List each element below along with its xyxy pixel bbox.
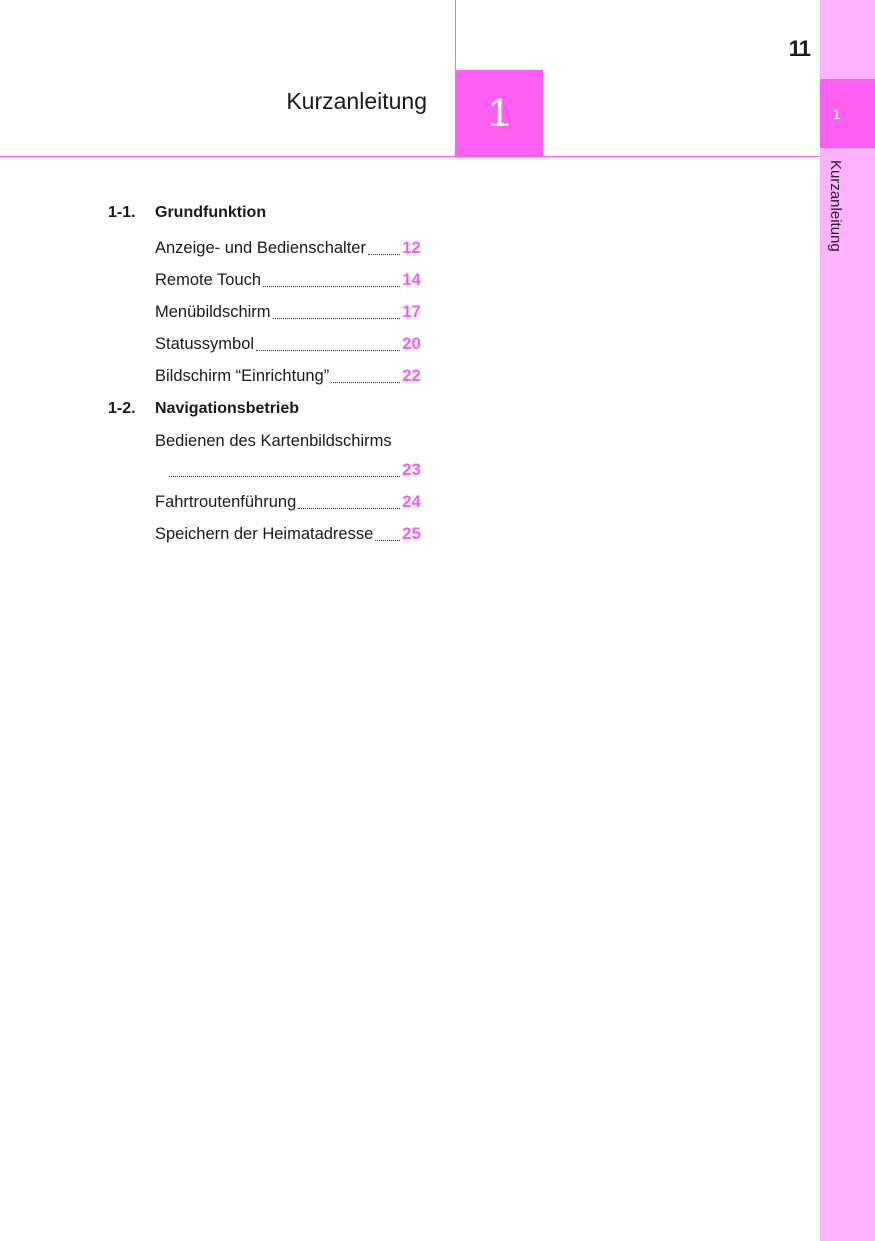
entry-page: 25 xyxy=(402,524,421,543)
toc-section-heading[interactable] xyxy=(108,396,428,422)
toc-entry[interactable] xyxy=(155,328,421,360)
leader-dots xyxy=(263,286,400,287)
table-of-contents xyxy=(108,200,428,550)
entry-label: Remote Touch xyxy=(155,270,262,289)
entry-label: Bildschirm “Einrichtung” xyxy=(155,366,330,385)
entry-page: 23 xyxy=(402,460,421,479)
entry-page: 17 xyxy=(402,302,421,321)
leader-dots xyxy=(273,318,401,319)
header-divider-vertical xyxy=(455,0,456,70)
toc-entry[interactable] xyxy=(155,296,421,328)
entry-label: Statussymbol xyxy=(155,334,255,353)
entry-page: 14 xyxy=(402,270,421,289)
entry-label: Speichern der Heimatadresse xyxy=(155,524,374,543)
toc-entry[interactable] xyxy=(155,264,421,296)
section-title: Grundfunktion xyxy=(155,204,267,221)
toc-entry[interactable] xyxy=(155,486,421,518)
leader-dots xyxy=(375,540,400,541)
entry-label: Menübildschirm xyxy=(155,302,271,321)
leader-dots xyxy=(368,254,400,255)
leader-dots xyxy=(256,350,400,351)
toc-entry[interactable] xyxy=(155,428,421,486)
section-title: Navigationsbetrieb xyxy=(155,400,300,417)
side-tab-chapter-number[interactable]: 1 xyxy=(820,79,875,148)
toc-entry[interactable] xyxy=(155,360,421,392)
toc-entry[interactable] xyxy=(155,518,421,550)
section-number: 1-2. xyxy=(108,400,136,417)
entry-page: 20 xyxy=(402,334,421,353)
toc-section-heading[interactable] xyxy=(108,200,428,226)
entry-page: 22 xyxy=(402,366,421,385)
toc-entry[interactable] xyxy=(155,232,421,264)
side-tab-label: Kurzanleitung xyxy=(827,160,844,252)
header-divider-horizontal xyxy=(0,156,820,157)
chapter-number-box: 1 xyxy=(455,70,543,157)
leader-dots xyxy=(298,508,400,509)
page-number: 11 xyxy=(788,36,810,61)
entry-page: 12 xyxy=(402,238,421,257)
leader-dots xyxy=(331,382,400,383)
leader-dots xyxy=(169,476,400,477)
entry-label: Bedienen des Kartenbildschirms xyxy=(155,431,392,450)
entry-label: Anzeige- und Bedienschalter xyxy=(155,238,366,257)
entry-page: 24 xyxy=(402,492,421,511)
entry-label: Fahrtroutenführung xyxy=(155,492,297,511)
chapter-title: Kurzanleitung xyxy=(286,88,427,114)
section-number: 1-1. xyxy=(108,204,136,221)
